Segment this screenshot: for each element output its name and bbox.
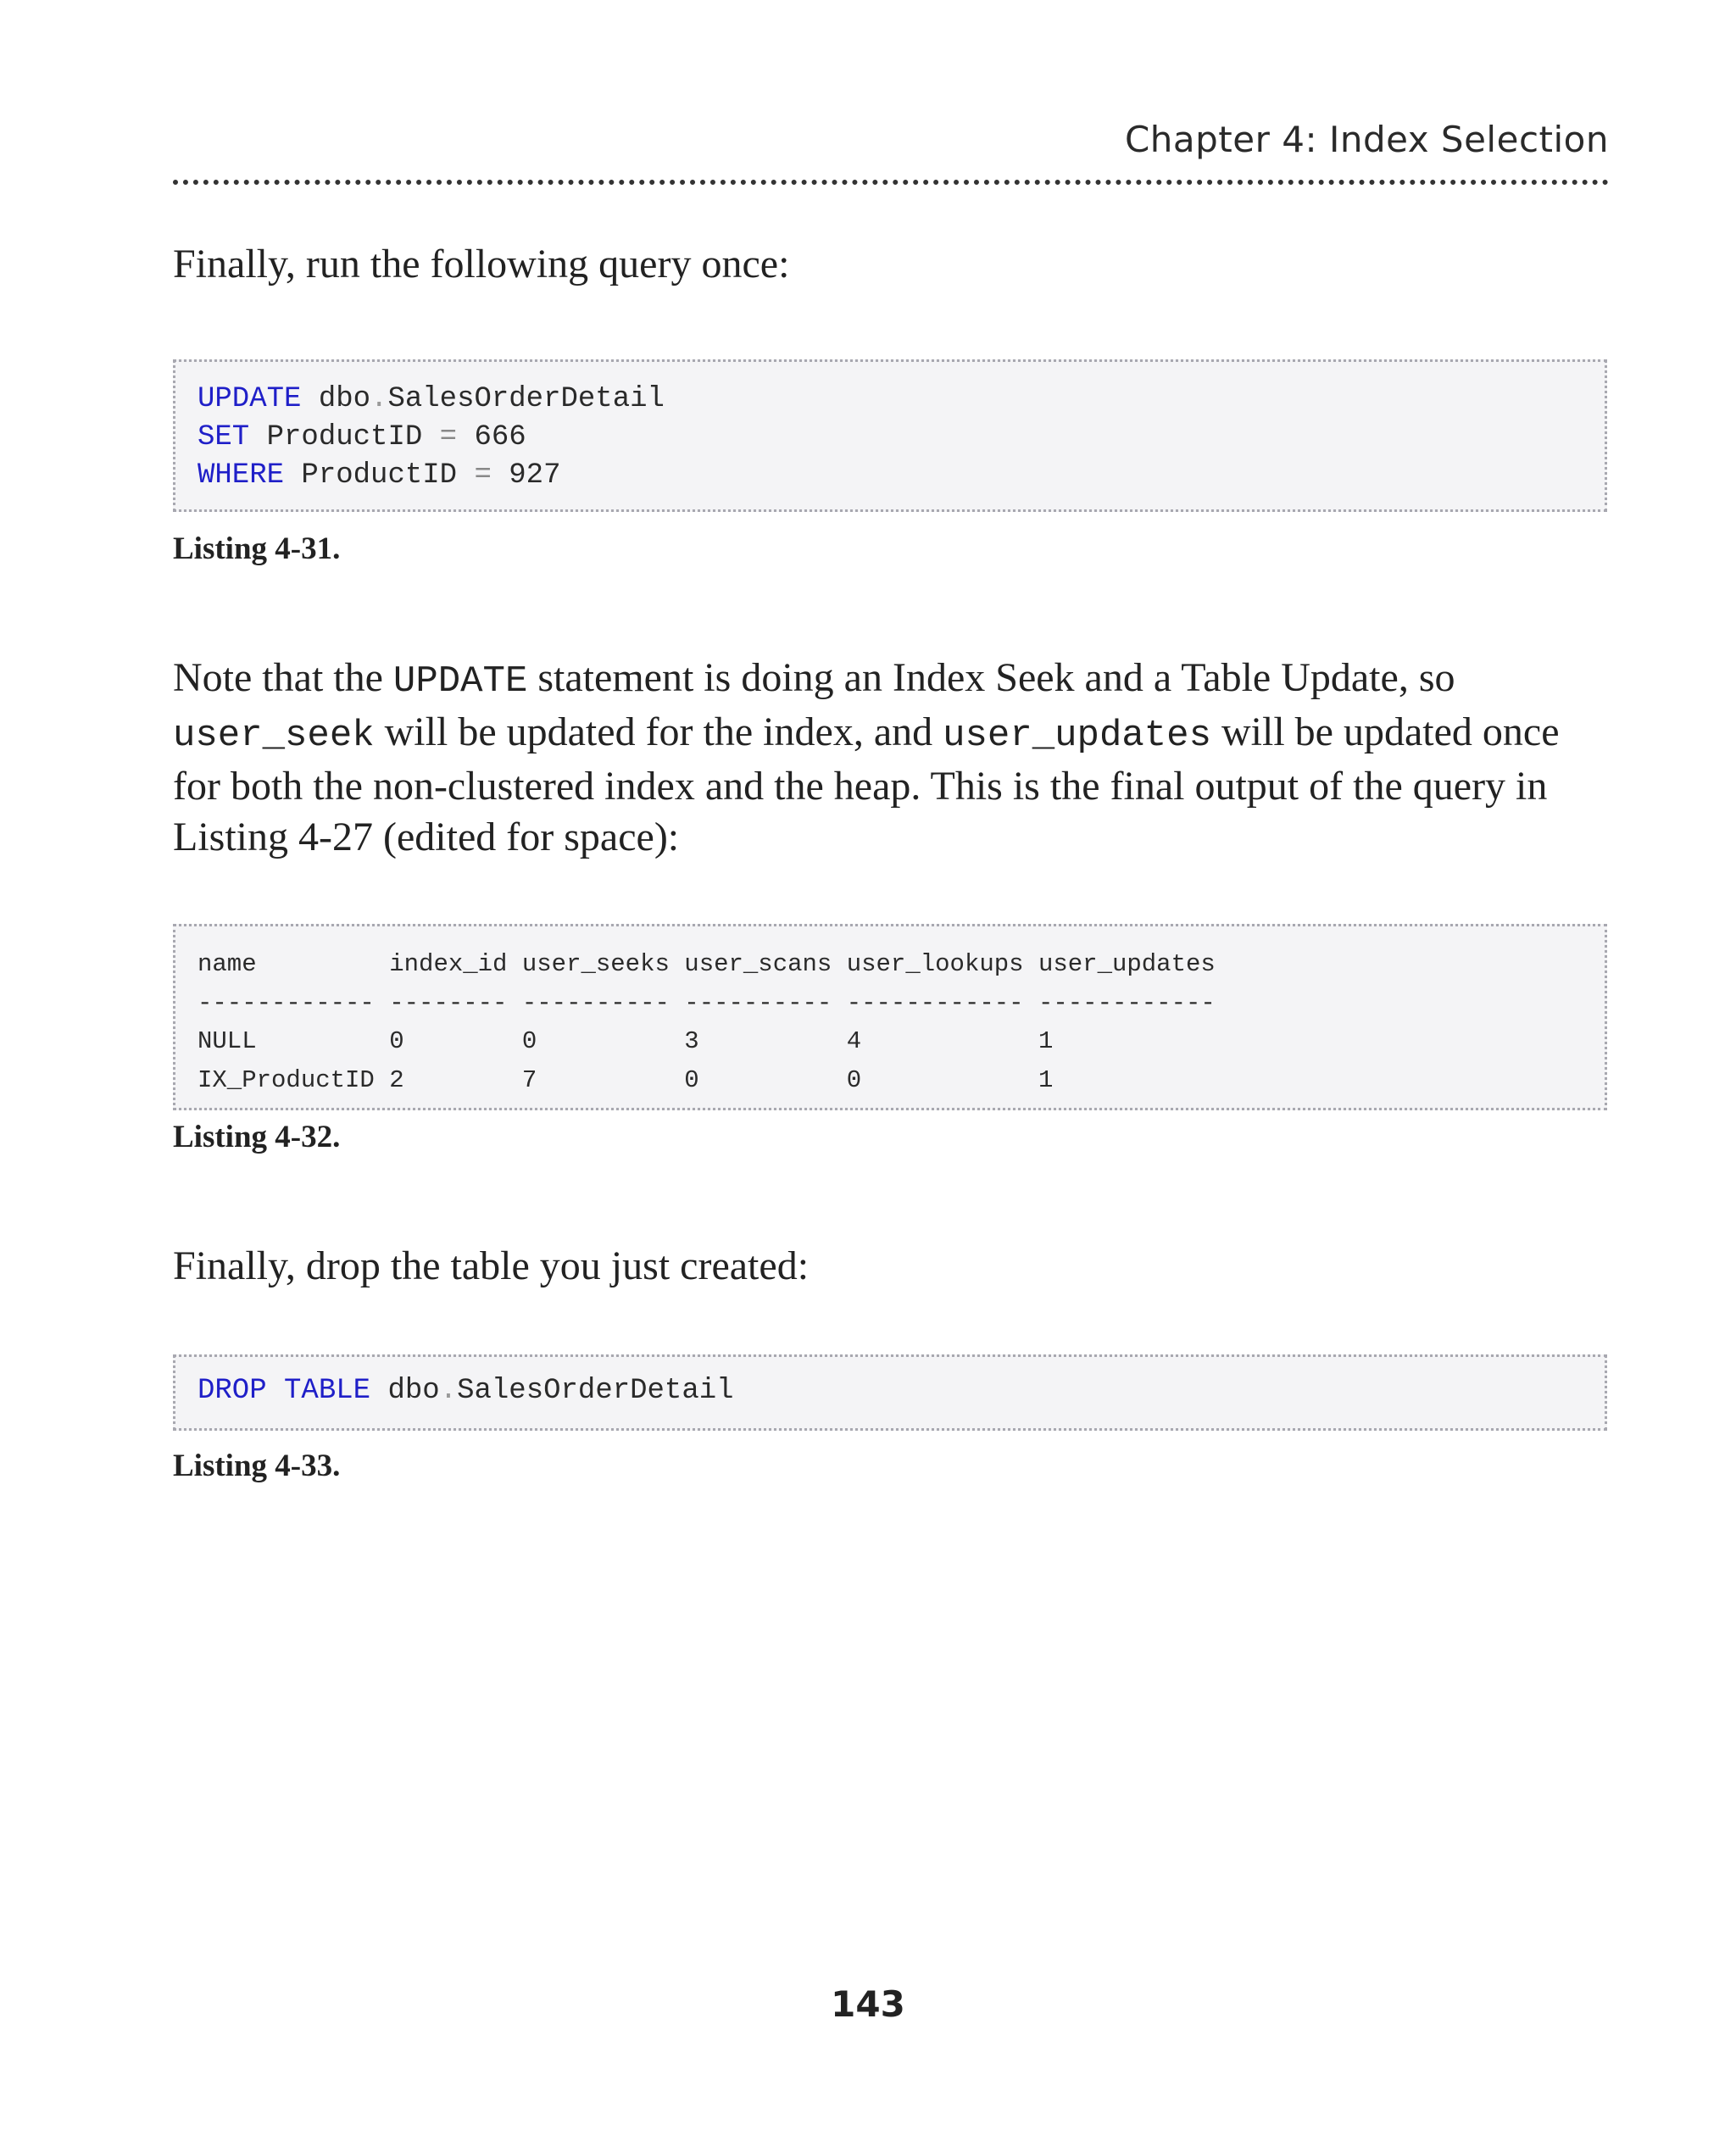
listing-caption: Listing 4-33. [173, 1449, 341, 1483]
chapter-title: Chapter 4: Index Selection [1124, 119, 1609, 160]
code-punct: . [370, 383, 388, 415]
code-text: SalesOrderDetail [387, 383, 665, 415]
output-line: IX_ProductID 2 7 0 0 1 [198, 1065, 1054, 1094]
note-paragraph [173, 653, 1597, 863]
inline-code: user_updates [943, 715, 1211, 757]
note-text: will be updated once for both the non-clustered index and the heap. This is the final output of the query in Listing 4-27 (edited for space): [173, 709, 1560, 859]
code-text: dbo [387, 1375, 440, 1407]
running-header [173, 110, 1609, 185]
code-listing-4-33 [173, 1354, 1607, 1431]
note-text: Note that the [173, 655, 393, 700]
note-text: will be updated for the index, and [374, 709, 943, 754]
code-text: SalesOrderDetail [457, 1375, 734, 1407]
intro-paragraph-2: Finally, drop the table you just created: [173, 1243, 810, 1288]
code-punct: = [439, 421, 458, 453]
code-listing-4-31 [173, 359, 1607, 512]
code-punct: . [439, 1375, 458, 1407]
listing-caption: Listing 4-32. [173, 1120, 341, 1154]
code-text: 927 [491, 459, 561, 492]
code-line [198, 1372, 1605, 1410]
inline-code: UPDATE [392, 660, 528, 703]
sql-keyword: UPDATE [198, 383, 302, 415]
code-text: ProductID [249, 421, 440, 453]
code-line [198, 419, 1605, 457]
page-number: 143 [831, 1983, 905, 2025]
code-line [198, 381, 1605, 419]
inline-code: user_seek [173, 715, 375, 757]
code-text: ProductID [284, 459, 475, 492]
note-text: statement is doing an Index Seek and a Table Update, so [527, 655, 1455, 700]
sql-keyword: WHERE [198, 459, 285, 492]
output-line: ------------ -------- ---------- ---------- ------------ ------------ [198, 988, 1216, 1017]
output-line: name index_id user_seeks user_scans user_lookups user_updates [198, 950, 1216, 978]
sql-keyword: SET [198, 421, 250, 453]
listing-caption: Listing 4-31. [173, 531, 341, 566]
code-punct: = [474, 459, 492, 492]
code-line [198, 457, 1605, 495]
code-text: dbo [301, 383, 371, 415]
sql-keyword: DROP [198, 1375, 267, 1407]
sql-keyword: TABLE [284, 1375, 371, 1407]
output-listing-4-32 [173, 924, 1607, 1110]
code-text: 666 [457, 421, 526, 453]
output-line: NULL 0 0 3 4 1 [198, 1027, 1054, 1055]
intro-paragraph-1: Finally, run the following query once: [173, 242, 790, 286]
